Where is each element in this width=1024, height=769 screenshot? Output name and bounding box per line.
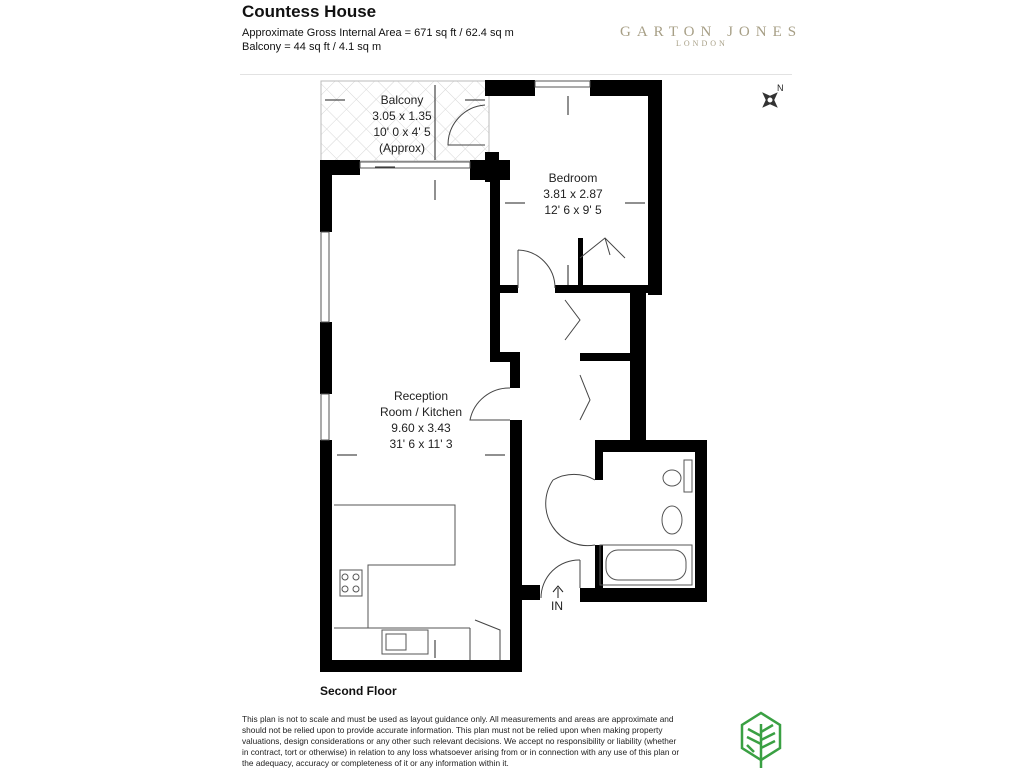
brand-logo-subtext: LONDON xyxy=(676,39,728,48)
floor-label: Second Floor xyxy=(320,684,397,698)
leaf-logo-icon xyxy=(738,710,784,768)
svg-text:IN: IN xyxy=(551,599,563,613)
svg-text:3.81 x 2.87: 3.81 x 2.87 xyxy=(543,187,603,201)
gross-area-text: Approximate Gross Internal Area = 671 sq ft / 62.4 sq m xyxy=(242,27,514,39)
reception-label xyxy=(380,389,462,451)
walls xyxy=(320,80,707,672)
svg-text:12' 6 x 9' 5: 12' 6 x 9' 5 xyxy=(544,203,602,217)
svg-text:Reception: Reception xyxy=(393,389,449,403)
bathroom-fittings xyxy=(600,460,692,585)
svg-text:3.05 x 1.35: 3.05 x 1.35 xyxy=(372,109,432,123)
entrance-marker xyxy=(551,586,563,613)
bedroom-label xyxy=(543,171,603,217)
svg-text:31' 6 x 11' 3: 31' 6 x 11' 3 xyxy=(389,437,453,451)
svg-text:10' 0 x 4' 5: 10' 0 x 4' 5 xyxy=(373,125,431,139)
svg-text:(Approx): (Approx) xyxy=(378,141,426,155)
compass-icon xyxy=(754,83,785,116)
svg-text:Room / Kitchen: Room / Kitchen xyxy=(379,405,463,419)
brand-logo-text: GARTON JONES xyxy=(620,24,803,40)
svg-text:Bedroom: Bedroom xyxy=(548,171,598,185)
svg-text:N: N xyxy=(777,83,784,93)
kitchen-fittings xyxy=(334,505,470,654)
svg-text:Balcony: Balcony xyxy=(380,93,424,107)
page-title: Countess House xyxy=(242,2,377,21)
svg-text:9.60 x 3.43: 9.60 x 3.43 xyxy=(391,421,451,435)
disclaimer-text: This plan is not to scale and must be used as layout guidance only. All measurements and areas are approximate and should not be relied upon to provide accurate information. This plan must not be relied upon when making property valuations, design considerations or any other such relevant decisions. We accept no responsibility or liability (whether in contract, tort or otherwise) in relation to any loss whatsoever arising from or in connection with any use of this plan or the adequacy, accuracy or completeness of it or any information within it. xyxy=(242,714,680,768)
balcony-area-text: Balcony = 44 sq ft / 4.1 sq m xyxy=(242,41,382,53)
